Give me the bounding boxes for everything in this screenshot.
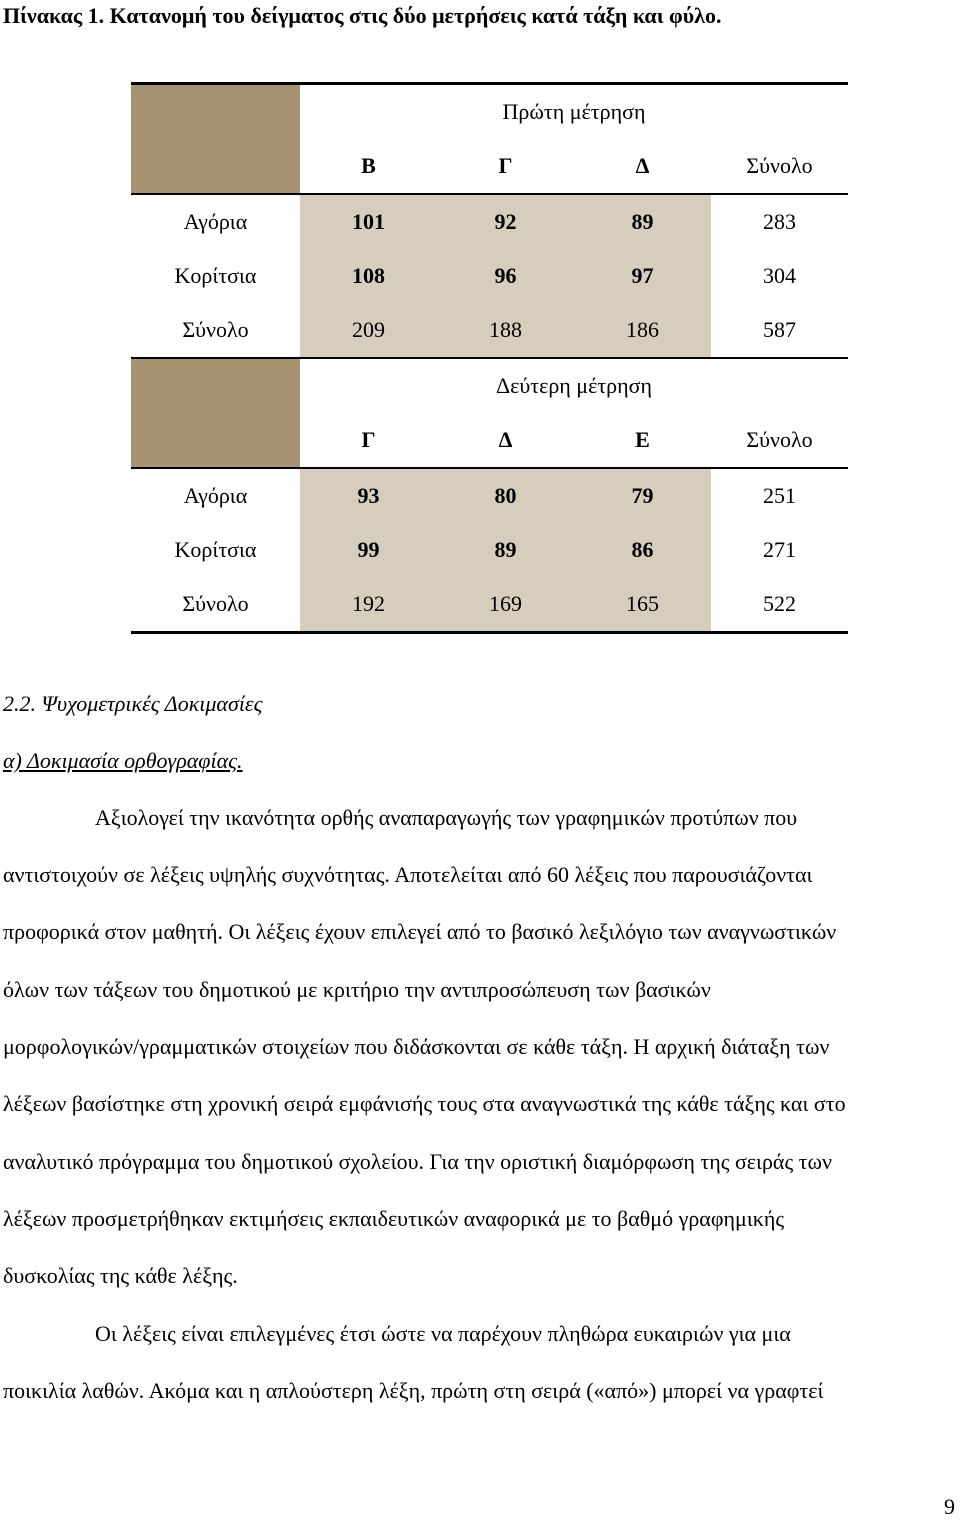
table-cell: 192 [300,577,437,633]
row-label: Αγόρια [183,483,248,508]
table-cell: 92 [437,194,574,249]
paragraph-line: όλων των τάξεων του δημοτικού με κριτήριο την αντιπροσώπευση των βασικών [3,977,711,1002]
paragraph-line: μορφολογικών/γραμματικών στοιχείων που διδάσκονται σε κάθε τάξη. Η αρχική διάταξη των [3,1034,830,1059]
second-measurement-title: Δεύτερη μέτρηση [495,373,653,398]
table-cell: 283 [763,209,796,234]
sample-distribution-table [131,82,848,634]
table-row [131,249,848,303]
corner-cell [131,413,300,468]
table-row [131,523,848,577]
table-caption: Πίνακας 1. Κατανομή του δείγματος στις δύο μετρήσεις κατά τάξη και φύλο. [3,3,722,28]
row-label: Αγόρια [183,209,248,234]
paragraph-line: λέξεων προσμετρήθηκαν εκτιμήσεις εκπαιδευτικών αναφορικά με το βαθμό γραφημικής [3,1206,785,1231]
table-row [131,139,848,194]
table-cell: 89 [437,523,574,577]
paragraph-line: Αξιολογεί την ικανότητα ορθής αναπαραγωγής των γραφημικών προτύπων που [95,805,798,830]
table-row [131,468,848,523]
corner-cell [131,139,300,194]
table-cell: 188 [437,303,574,358]
subsection-heading [3,747,243,775]
table-cell: 89 [574,194,711,249]
column-header: Γ [300,413,437,468]
row-label: Σύνολο [131,577,300,633]
table-cell: 97 [574,249,711,303]
paragraph-line: αντιστοιχούν σε λέξεις υψηλής συχνότητας. Αποτελείται από 60 λέξεις που παρουσιάζονται [3,862,813,887]
table-row [131,358,848,413]
column-header: Σύνολο [711,139,848,194]
table-cell: 209 [300,303,437,358]
table-cell: 86 [574,523,711,577]
row-label: Κορίτσια [174,263,257,288]
paragraph-line: Οι λέξεις είναι επιλεγμένες έτσι ώστε να παρέχουν πληθώρα ευκαιριών για μια [95,1321,791,1346]
row-label: Κορίτσια [174,537,257,562]
column-header: Β [300,139,437,194]
table-row [131,413,848,468]
table-cell: 587 [711,303,848,358]
paragraph-line: αναλυτικό πρόγραμμα του δημοτικού σχολείου. Για την οριστική διαμόρφωση της σειράς των [3,1149,832,1174]
table-cell: 186 [574,303,711,358]
column-header: Δ [574,139,711,194]
first-measurement-title: Πρώτη μέτρηση [300,84,848,140]
column-header: Σύνολο [711,413,848,468]
table-cell: 165 [574,577,711,633]
table-cell: 169 [437,577,574,633]
subsection-heading-text: α) Δοκιμασία ορθογραφίας. [3,748,243,773]
table-cell: 99 [300,523,437,577]
table-cell: 80 [437,468,574,523]
paragraph-line: προφορικά στον μαθητή. Οι λέξεις έχουν επιλεγεί από το βασικό λεξιλόγιο των αναγνωστικών [3,919,837,944]
table-cell: 108 [300,249,437,303]
table-cell: 101 [300,194,437,249]
table-row [131,303,848,358]
column-header: Ε [574,413,711,468]
corner-cell [131,358,300,413]
table-cell: 93 [300,468,437,523]
page-number: 9 [944,1494,955,1519]
row-label: Σύνολο [131,303,300,358]
column-header: Γ [437,139,574,194]
table-row [131,577,848,633]
table-cell: 304 [763,263,796,288]
paragraph-line: δυσκολίας της κάθε λέξης. [3,1263,238,1288]
table-cell: 251 [763,483,796,508]
table-row [131,84,848,140]
table-cell: 271 [763,537,796,562]
table-cell: 522 [711,577,848,633]
table-cell: 96 [437,249,574,303]
table-row [131,194,848,249]
paragraph-line: λέξεων βασίστηκε στη χρονική σειρά εμφάνισής τους στα αναγνωστικά της κάθε τάξης και στο [3,1091,846,1116]
column-header: Δ [437,413,574,468]
paragraph-line: ποικιλία λαθών. Ακόμα και η απλούστερη λέξη, πρώτη στη σειρά («από») μπορεί να γραφτεί [3,1378,824,1403]
corner-cell [131,84,300,140]
section-heading: 2.2. Ψυχομετρικές Δοκιμασίες [3,691,263,716]
table-cell: 79 [574,468,711,523]
